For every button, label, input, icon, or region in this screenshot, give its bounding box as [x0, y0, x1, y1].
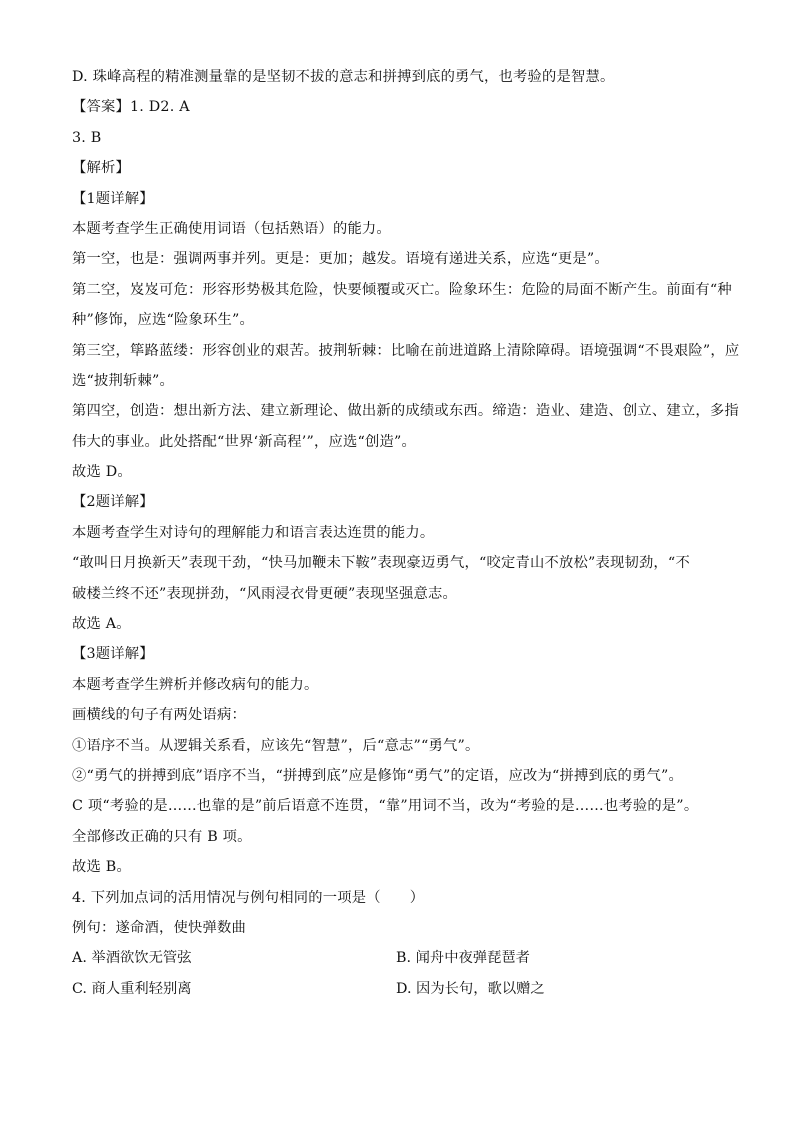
answer-line: 【答案】1. D2. A: [72, 99, 190, 116]
q3-error-2: ②“勇气的拼搏到底”语序不当，“拼搏到底”应是修饰“勇气”的定语，应改为“拼搏到底的勇气”。: [72, 767, 683, 784]
q4-options-row-1: [72, 943, 732, 973]
q4-option-b: B. 闻舟中夜弹琵琶者: [396, 950, 530, 967]
q4-example: 例句：遂命酒，使快弹数曲: [72, 919, 246, 936]
q3-heading: 【3题详解】: [72, 646, 154, 663]
q3-error-1: ①语序不当。从逻辑关系看，应该先“智慧”，后“意志”“勇气”。: [72, 737, 480, 754]
q2-analysis-line-2: 破楼兰终不还”表现拼劲，“风雨浸衣骨更硬”表现坚强意志。: [72, 585, 457, 602]
q3-errors-intro: 画横线的句子有两处语病：: [72, 707, 246, 724]
analysis-heading: 【解析】: [72, 160, 130, 177]
q1-blank-4-line-2: 伟大的事业。此处搭配“世界‘新高程’”，应选“创造”。: [72, 433, 416, 450]
q2-conclusion: 故选 A。: [72, 616, 131, 633]
q4-question: 4. 下列加点词的活用情况与例句相同的一项是（ ）: [72, 889, 425, 906]
q2-intro: 本题考查学生对诗句的理解能力和语言表达连贯的能力。: [72, 524, 435, 541]
q4-options-row-2: [72, 974, 732, 1004]
q1-blank-3-line-2: 选“披荆斩棘”。: [72, 372, 174, 389]
document-page: [72, 62, 740, 1004]
q3-intro: 本题考查学生辨析并修改病句的能力。: [72, 676, 319, 693]
q1-blank-3-line-1: 第三空，筚路蓝缕：形容创业的艰苦。披荆斩棘：比喻在前进道路上清除障碍。语境强调“不畏艰险”，应: [72, 342, 740, 359]
q1-blank-4-line-1: 第四空，创造：想出新方法、建立新理论、做出新的成绩或东西。缔造：造业、建造、创立、建立，多指: [72, 403, 739, 420]
q3-option-c-analysis: C 项“考验的是……也靠的是”前后语意不连贯，“靠”用词不当，改为“考验的是……也考验的是”。: [72, 798, 699, 815]
q4-option-a: A. 举酒欲饮无管弦: [72, 950, 192, 967]
q3-conclusion: 故选 B。: [72, 859, 131, 876]
q1-blank-2-line-1: 第二空，岌岌可危：形容形势极其危险，快要倾覆或灭亡。险象环生：危险的局面不断产生。前面有“种: [72, 281, 732, 298]
answer-3: 3. B: [72, 129, 102, 146]
q4-option-c: C. 商人重利轻别离: [72, 980, 192, 997]
q2-analysis-line-1: “敢叫日月换新天”表现干劲，“快马加鞭未下鞍”表现豪迈勇气，“咬定青山不放松”表现韧劲，“不: [72, 555, 690, 572]
q1-blank-2-line-2: 种”修饰，应选“险象环生”。: [72, 312, 254, 329]
q1-blank-1: 第一空，也是：强调两事并列。更是：更加；越发。语境有递进关系，应选“更是”。: [72, 251, 609, 268]
q2-heading: 【2题详解】: [72, 494, 154, 511]
q1-intro: 本题考查学生正确使用词语（包括熟语）的能力。: [72, 220, 391, 237]
q1-heading: 【1题详解】: [72, 190, 154, 207]
q1-conclusion: 故选 D。: [72, 464, 132, 481]
q3-summary: 全部修改正确的只有 B 项。: [72, 828, 252, 845]
q4-option-d: D. 因为长句，歌以赠之: [396, 980, 545, 997]
option-d-question-3: D. 珠峰高程的精准测量靠的是坚韧不拔的意志和拼搏到底的勇气，也考验的是智慧。: [72, 69, 615, 85]
